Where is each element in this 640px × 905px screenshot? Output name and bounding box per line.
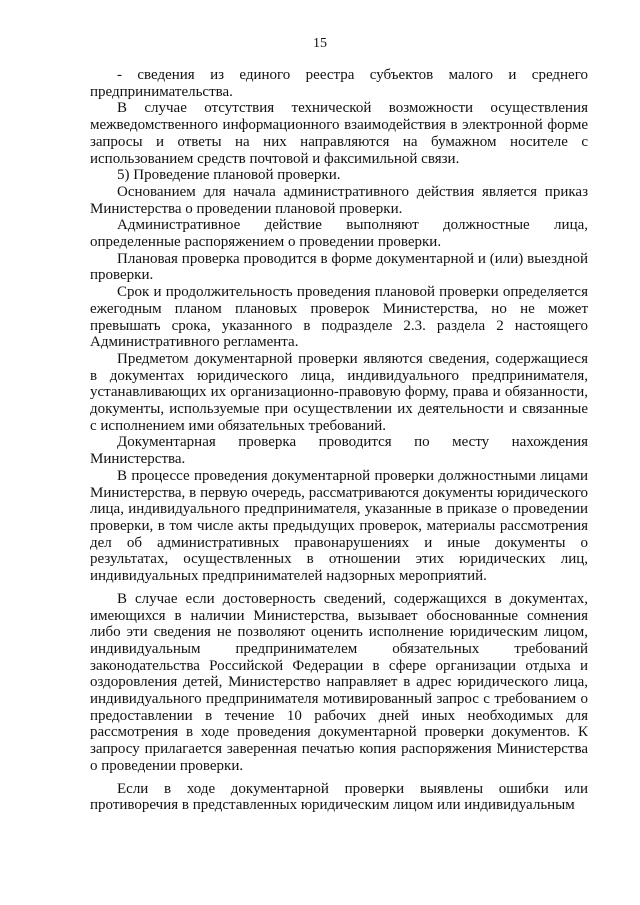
paragraph-reasoned-request: В случае если достоверность сведений, содержащихся в документах, имеющихся в наличии Министерства, вызывает обоснованные сомнения либо эти сведения не позволяют оценить исполнение юридическим лицом, индивидуальным предпринимателем обязательных требований законодательства Российской Федерации в сфере организации отдыха и оздоровления детей, Министерство направляет в адрес юридического лица, индивидуального предпринимателя мотивированный запрос с требованием о предоставлении в течение 10 рабочих дней иных необходимых для рассмотрения в ходе проведения документарной проверки документов. К запросу прилагается заверенная печатью копия распоряжения Министерства о проведении проверки. [90,590,588,774]
paragraph-errors-found: Если в ходе документарной проверки выявлены ошибки или противоречия в представленных юридическим лицом или индивидуальным [90,780,588,814]
paragraph-inspection-process: В процессе проведения документарной проверки должностными лицами Министерства, в первую очередь, рассматриваются документы юридического лица, индивидуального предпринимателя, указанные в приказе о проведении проверки, в том числе акты предыдущих проверок, материалы рассмотрения дел об административных правонарушениях и иные документы о результатах, осуществленных в отношении этих юридических лиц, индивидуальных предпринимателей надзорных мероприятий. [90,467,588,585]
paragraph-subject-of-inspection: Предметом документарной проверки являются сведения, содержащиеся в документах юридического лица, индивидуального предпринимателя, устанавливающих их организационно-правовую форму, права и обязанности, документы, используемые при осуществлении их деятельности и связанные с исполнением ими обязательных требований. [90,350,588,434]
paragraph-inspection-location: Документарная проверка проводится по месту нахождения Министерства. [90,434,588,468]
paragraph-no-technical-possibility: В случае отсутствия технической возможности осуществления межведомственного информационного взаимодействия в электронной форме запросы и ответы на них направляются на бумажном носителе с использованием средств почтовой и факсимильной связи. [90,100,588,167]
paragraph-basis-for-action: Основанием для начала административного действия является приказ Министерства о проведении плановой проверки. [90,183,588,217]
page-number: 15 [313,36,327,51]
paragraph-planned-inspection-heading: 5) Проведение плановой проверки. [117,167,341,184]
paragraph-sme-registry: - сведения из единого реестра субъектов малого и среднего предпринимательства. [90,67,588,100]
paragraph-inspection-term: Срок и продолжительность проведения плановой проверки определяется ежегодным планом плановых проверок Министерства, но не может превышать срока, указанного в подразделе 2.3. раздела 2 настоящего Административного регламента. [90,284,588,351]
document-body [90,67,588,814]
paragraph-inspection-form: Плановая проверка проводится в форме документарной и (или) выездной проверки. [90,250,588,284]
paragraph-officials: Административное действие выполняют должностные лица, определенные распоряжением о проведении проверки. [90,217,588,251]
